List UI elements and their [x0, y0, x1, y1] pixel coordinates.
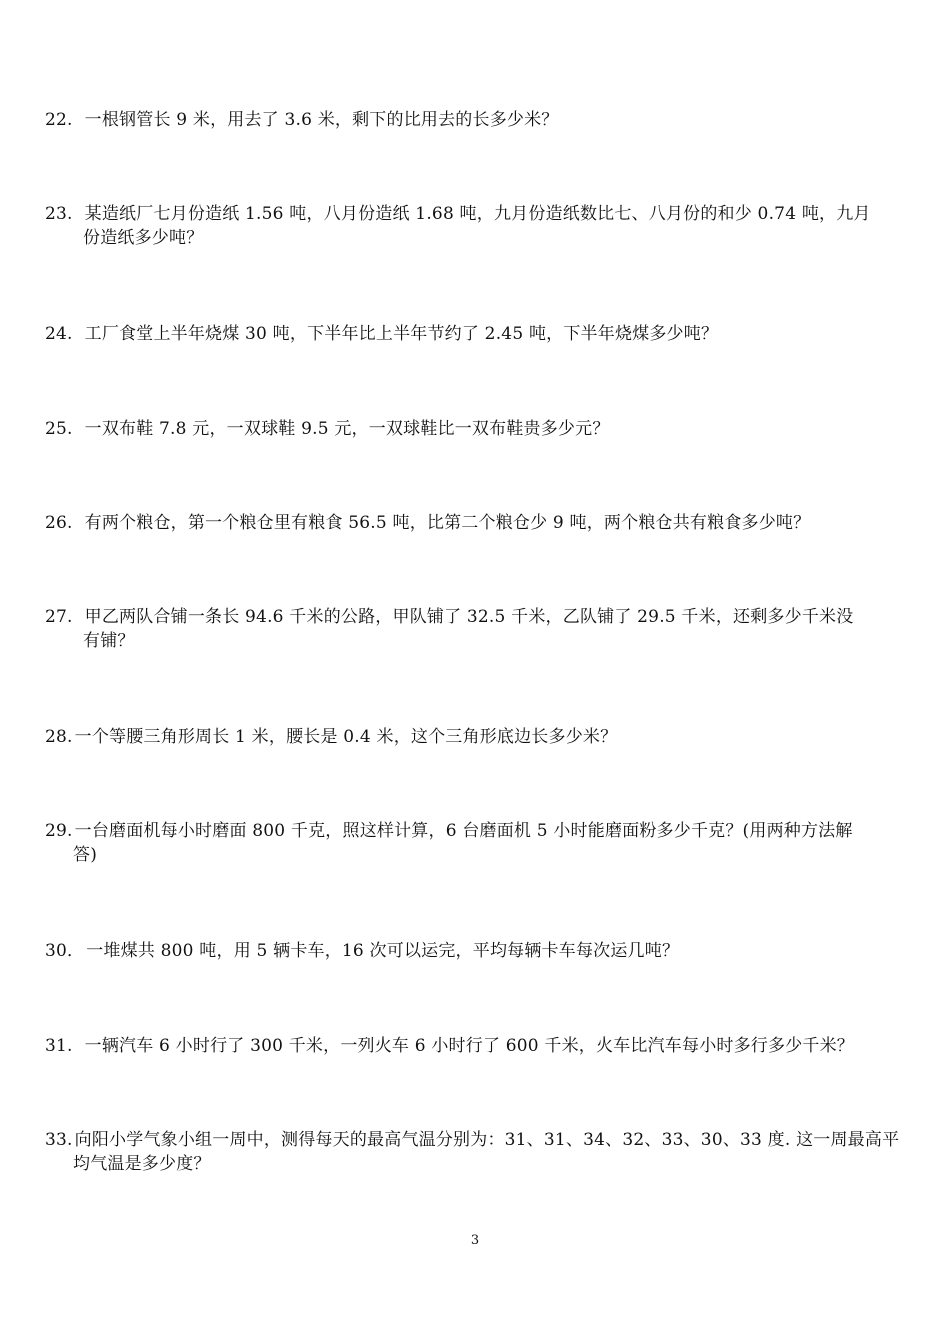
problem-text: 一个等腰三角形周长 1 米，腰长是 0.4 米，这个三角形底边长多少米？	[74, 727, 618, 747]
problem-text-continued: 均气温是多少度？	[73, 1154, 211, 1174]
problem-text-continued: 份造纸多少吨？	[83, 228, 204, 248]
problem-number: 23.	[45, 204, 73, 224]
problem-number: 30．	[45, 941, 85, 961]
problem-number: 24.	[45, 324, 73, 344]
page-number: 3	[470, 1233, 480, 1248]
problem-text-continued: 答)	[73, 845, 98, 865]
problem-33	[45, 1128, 907, 1176]
problem-23	[45, 202, 907, 250]
problem-number: 29.	[45, 821, 73, 841]
problem-text: 工厂食堂上半年烧煤 30 吨，下半年比上半年节约了 2.45 吨，下半年烧煤多少吨？	[84, 324, 719, 344]
problem-text: 某造纸厂七月份造纸 1.56 吨，八月份造纸 1.68 吨，九月份造纸数比七、八月份的和少 0.74 吨，九月	[84, 204, 871, 224]
problem-25	[45, 417, 907, 441]
problem-24	[45, 322, 907, 346]
problem-text: 一双布鞋 7.8 元，一双球鞋 9.5 元，一双球鞋比一双布鞋贵多少元？	[84, 419, 610, 439]
problem-text: 一堆煤共 800 吨，用 5 辆卡车，16 次可以运完，平均每辆卡车每次运几吨？	[86, 941, 680, 961]
problem-28	[45, 725, 907, 749]
problem-number: 26.	[45, 513, 73, 533]
problem-30	[45, 939, 907, 963]
problem-text-continued: 有铺？	[83, 631, 135, 651]
problem-27	[45, 605, 907, 653]
problem-number: 25.	[45, 419, 73, 439]
problem-number: 22.	[45, 110, 73, 130]
problem-text: 甲乙两队合铺一条长 94.6 千米的公路，甲队铺了 32.5 千米，乙队铺了 29.5 千米，还剩多少千米没	[84, 607, 854, 627]
problem-26	[45, 511, 907, 535]
problem-text: 有两个粮仓，第一个粮仓里有粮食 56.5 吨，比第二个粮仓少 9 吨，两个粮仓共有粮食多少吨？	[84, 513, 811, 533]
problem-number: 28.	[45, 727, 73, 747]
problem-31	[45, 1034, 907, 1058]
problem-number: 27.	[45, 607, 73, 627]
problem-number: 31.	[45, 1036, 73, 1056]
problem-text: 一根钢管长 9 米，用去了 3.6 米，剩下的比用去的长多少米？	[84, 110, 559, 130]
problem-text: 向阳小学气象小组一周中，测得每天的最高气温分别为：31、31、34、32、33、30、33 度. 这一周最高平	[74, 1130, 900, 1150]
problem-number: 33.	[45, 1130, 73, 1150]
problem-text: 一台磨面机每小时磨面 800 千克，照这样计算，6 台磨面机 5 小时能磨面粉多少千克？(用两种方法解	[74, 821, 853, 841]
problem-22	[45, 108, 907, 132]
problem-text: 一辆汽车 6 小时行了 300 千米，一列火车 6 小时行了 600 千米，火车比汽车每小时多行多少千米？	[84, 1036, 854, 1056]
problem-29	[45, 819, 907, 867]
